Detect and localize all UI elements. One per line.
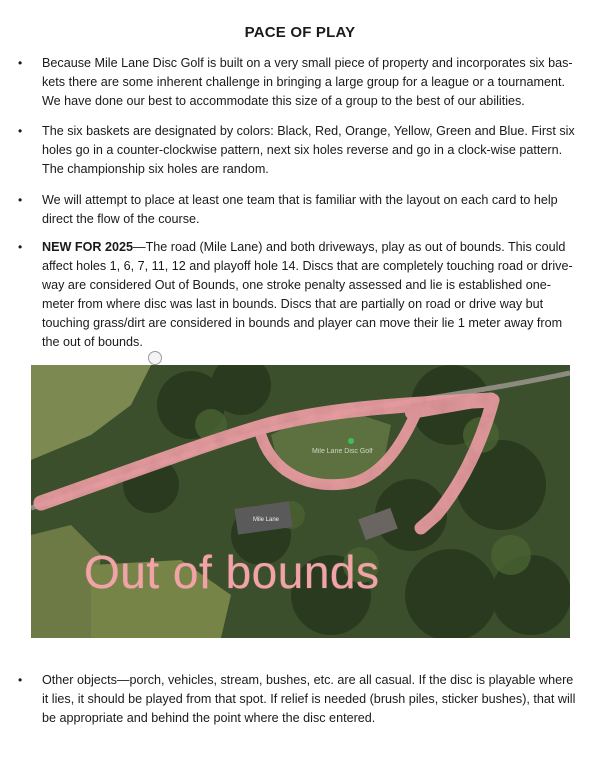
page-title: PACE OF PLAY xyxy=(244,24,356,41)
bullet-dot: • xyxy=(18,240,23,254)
map-pin-label: Mile Lane Disc Golf xyxy=(312,448,373,455)
bullet-item xyxy=(18,191,577,229)
bullet-item xyxy=(18,671,577,728)
bullet-text: Other objects—porch, vehicles, stream, bushes, etc. are all casual. If the disc is playable where it lies, it should be played from that spot. If relief is needed (brush piles, sticker bushes), that will be appropriate and behind the point where the disc entered. xyxy=(42,673,576,725)
bullet-text: We will attempt to place at least one team that is familiar with the layout on each card to help direct the flow of the course. xyxy=(42,193,558,226)
map-pin-icon xyxy=(348,438,354,444)
house-label: Mile Lane xyxy=(253,517,280,523)
bullet-dot: • xyxy=(18,673,23,687)
bullet-item xyxy=(18,122,577,179)
bullet-dot: • xyxy=(18,124,23,138)
bullet-lead: NEW FOR 2025 xyxy=(42,240,133,254)
out-of-bounds-label: Out of bounds xyxy=(84,546,380,598)
bullet-item xyxy=(18,54,577,111)
bullet-item xyxy=(18,238,577,352)
bullet-text: —The road (Mile Lane) and both driveways, play as out of bounds. This could affect holes 1, 6, 7, 11, 12 and playoff hole 14. Discs that are completely touching road or drive-way are considered Out of Bounds, one stroke penalty assessed and lie is established one-meter from where disc was last in bounds. Discs that are partially on road or drive way but touching grass/dirt are considered in bounds and player can move their lie 1 meter away from the out of bounds. xyxy=(42,240,573,349)
cursor-ring-icon xyxy=(148,351,162,365)
bullet-dot: • xyxy=(18,56,23,70)
bullet-text: The six baskets are designated by colors: Black, Red, Orange, Yellow, Green and Blue. First six holes go in a counter-clockwise pattern, next six holes reverse and go in a clock-wise pattern. The championship six holes are random. xyxy=(42,124,575,176)
bullet-text: Because Mile Lane Disc Golf is built on a very small piece of property and incorporates six bas-kets there are some inherent challenge in bringing a large group for a league or a tournament. We have done our best to accommodate this size of a group to the best of our abilities. xyxy=(42,56,573,108)
bullet-dot: • xyxy=(18,193,23,207)
